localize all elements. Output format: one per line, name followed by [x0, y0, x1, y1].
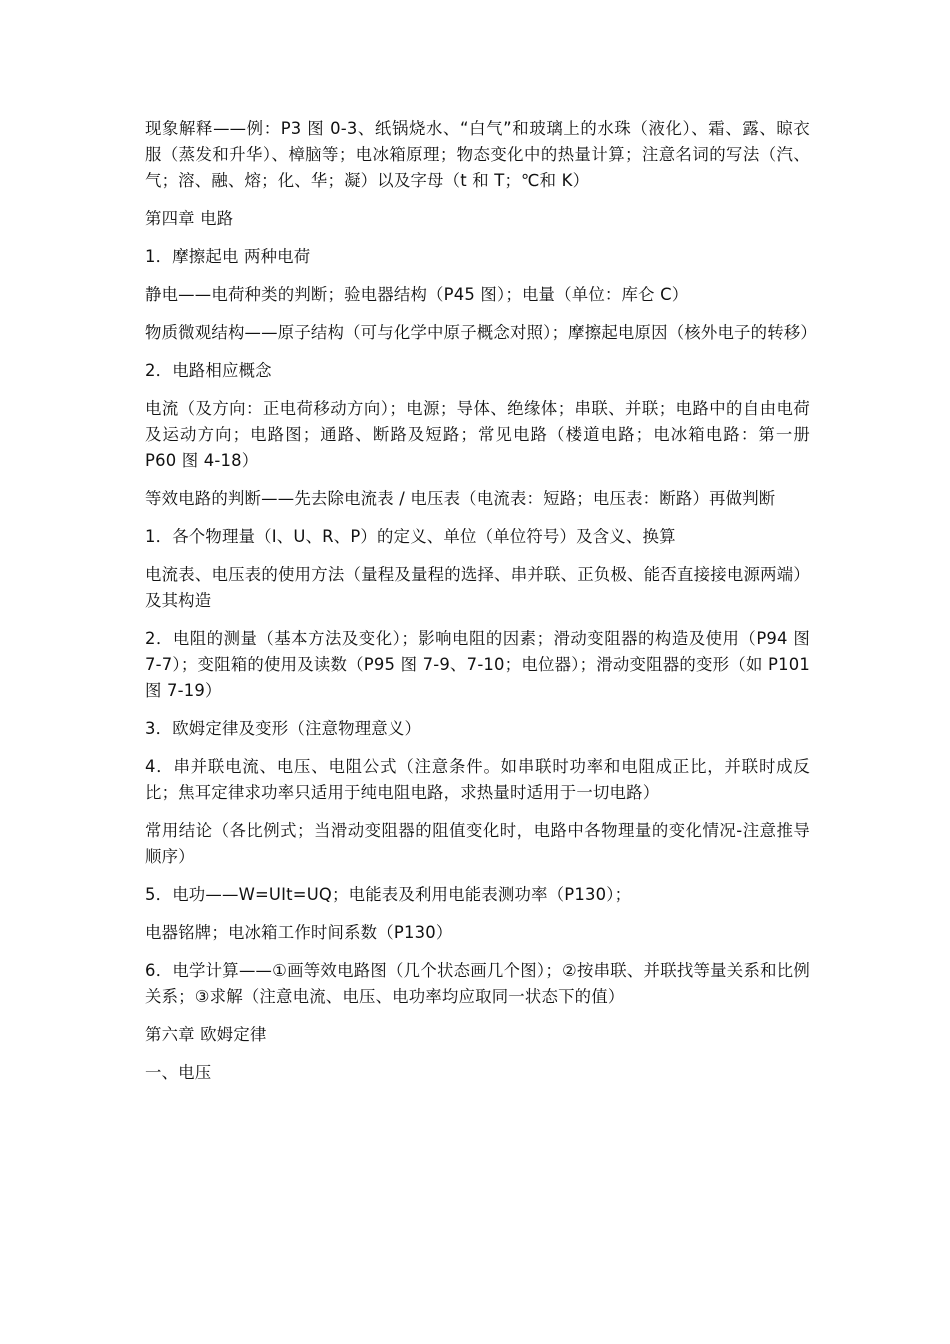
paragraph-physical-quantities: 1．各个物理量（I、U、R、P）的定义、单位（单位符号）及含义、换算 — [145, 527, 676, 546]
paragraph-current-concepts: 电流（及方向：正电荷移动方向）；电源；导体、绝缘体；串联、并联；电路中的自由电荷及运动方向；电路图；通路、断路及短路；常见电路（楼道电路；电冰箱电路：第一册 P60 图 4-18） — [145, 399, 810, 470]
paragraph-static-electricity: 静电——电荷种类的判断；验电器结构（P45 图）；电量（单位：库仑 C） — [145, 285, 689, 304]
section-heading-voltage: 一、电压 — [145, 1063, 212, 1082]
paragraph-ohms-law: 3．欧姆定律及变形（注意物理意义） — [145, 719, 422, 738]
paragraph-equivalent-circuit: 等效电路的判断——先去除电流表 / 电压表（电流表：短路；电压表：断路）再做判断 — [145, 489, 776, 508]
paragraph-meter-usage: 电流表、电压表的使用方法（量程及量程的选择、串并联、正负极、能否直接接电源两端）及其构造 — [145, 565, 810, 610]
section-heading-friction-charge: 1．摩擦起电 两种电荷 — [145, 247, 311, 266]
paragraph-nameplate: 电器铭牌；电冰箱工作时间系数（P130） — [145, 923, 453, 942]
section-heading-circuit-concepts: 2．电路相应概念 — [145, 361, 272, 380]
paragraph-resistance-measurement: 2．电阻的测量（基本方法及变化）；影响电阻的因素；滑动变阻器的构造及使用（P94 图 7-7）；变阻箱的使用及读数（P95 图 7-9、7-10；电位器）；滑动变阻器的变形（如 P101 图 7-19） — [145, 629, 810, 700]
document-page — [145, 116, 818, 1098]
paragraph-electrical-calculation: 6．电学计算——①画等效电路图（几个状态画几个图）；②按串联、并联找等量关系和比例关系；③求解（注意电流、电压、电功率均应取同一状态下的值） — [145, 961, 810, 1006]
chapter-heading-ohms-law: 第六章 欧姆定律 — [145, 1025, 267, 1044]
paragraph-micro-structure: 物质微观结构——原子结构（可与化学中原子概念对照）；摩擦起电原因（核外电子的转移） — [145, 323, 818, 342]
paragraph-phenomena-explanation: 现象解释——例：P3 图 0-3、纸锅烧水、“白气”和玻璃上的水珠（液化）、霜、露、晾衣服（蒸发和升华）、樟脑等；电冰箱原理；物态变化中的热量计算；注意名词的写法（汽、气；溶、融、熔；化、华；凝）以及字母（t 和 T；℃和 K） — [145, 119, 810, 190]
paragraph-common-conclusions: 常用结论（各比例式；当滑动变阻器的阻值变化时，电路中各物理量的变化情况-注意推导顺序） — [145, 821, 810, 866]
paragraph-electric-work: 5．电功——W=UIt=UQ；电能表及利用电能表测功率（P130）； — [145, 885, 632, 904]
paragraph-series-parallel: 4．串并联电流、电压、电阻公式（注意条件。如串联时功率和电阻成正比，并联时成反比；焦耳定律求功率只适用于纯电阻电路，求热量时适用于一切电路） — [145, 757, 810, 802]
chapter-heading-circuit: 第四章 电路 — [145, 209, 234, 228]
